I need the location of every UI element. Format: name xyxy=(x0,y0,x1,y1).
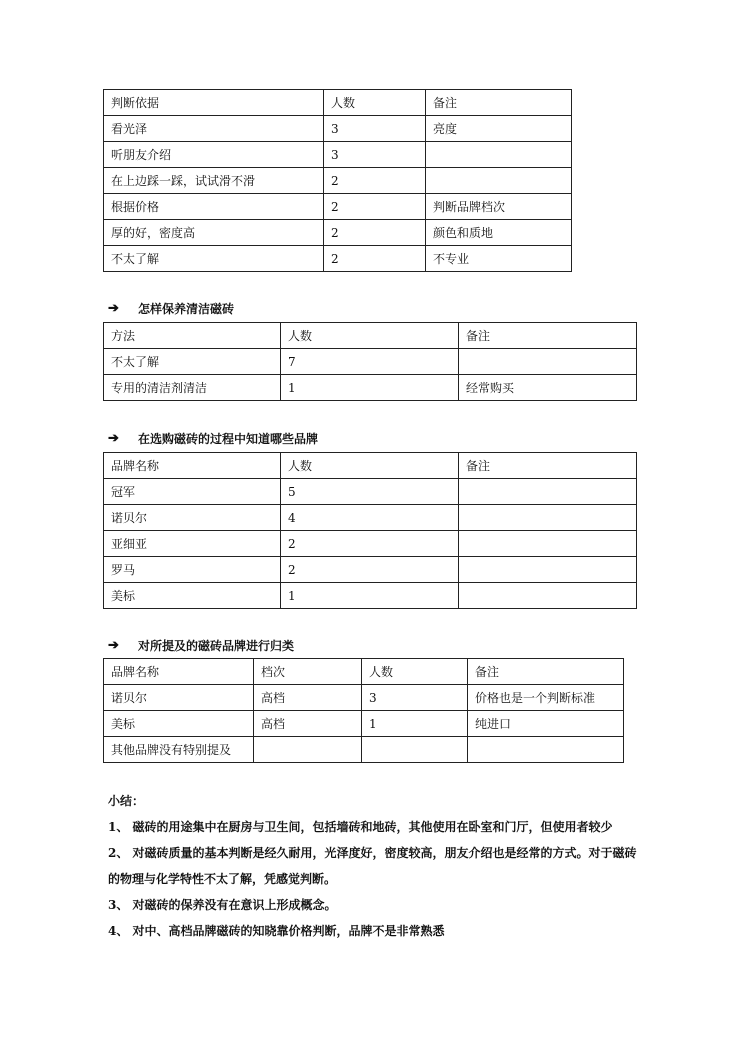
table-header-row xyxy=(104,659,624,685)
table-cell: 不太了解 xyxy=(104,246,324,272)
header-cell: 备注 xyxy=(468,659,624,685)
table-cell: 判断品牌档次 xyxy=(426,194,572,220)
header-cell: 档次 xyxy=(254,659,362,685)
header-cell: 备注 xyxy=(459,323,637,349)
table-row xyxy=(104,349,637,375)
table-cell: 不专业 xyxy=(426,246,572,272)
table-row xyxy=(104,194,572,220)
table-cell: 美标 xyxy=(104,583,281,609)
table-cell: 罗马 xyxy=(104,557,281,583)
table-cell xyxy=(468,737,624,763)
table-cell xyxy=(459,557,637,583)
brand-classification-table xyxy=(103,658,624,763)
table-cell: 经常购买 xyxy=(459,375,637,401)
table-row xyxy=(104,116,572,142)
table-header-row xyxy=(104,323,637,349)
header-cell: 备注 xyxy=(426,90,572,116)
table-cell: 1 xyxy=(362,711,468,737)
header-cell: 人数 xyxy=(281,453,459,479)
table-row xyxy=(104,142,572,168)
table-cell xyxy=(459,505,637,531)
table-cell: 在上边踩一踩，试试滑不滑 xyxy=(104,168,324,194)
table-cell: 亚细亚 xyxy=(104,531,281,557)
table-cell: 2 xyxy=(324,220,426,246)
table-cell: 亮度 xyxy=(426,116,572,142)
table-cell: 3 xyxy=(324,142,426,168)
table-cell: 不太了解 xyxy=(104,349,281,375)
brands-known-table xyxy=(103,452,637,609)
table-cell: 看光泽 xyxy=(104,116,324,142)
table-cell xyxy=(426,168,572,194)
table-cell: 诺贝尔 xyxy=(104,505,281,531)
table-cell xyxy=(362,737,468,763)
table-cell xyxy=(459,583,637,609)
table-row xyxy=(104,685,624,711)
table-cell: 4 xyxy=(281,505,459,531)
table-cell xyxy=(459,349,637,375)
table-cell xyxy=(459,479,637,505)
table-cell: 颜色和质地 xyxy=(426,220,572,246)
section-heading-cleaning xyxy=(108,300,234,317)
table-cell xyxy=(254,737,362,763)
arrow-right-icon: ➔ xyxy=(108,638,119,653)
table-row xyxy=(104,246,572,272)
table-cell: 1 xyxy=(281,583,459,609)
summary-item: 2、 对磁砖质量的基本判断是经久耐用，光泽度好，密度较高，朋友介绍也是经常的方式。对于磁砖的物理与化学特性不太了解，凭感觉判断。 xyxy=(108,846,637,886)
summary-item: 4、 对中、高档品牌磁砖的知晓靠价格判断，品牌不是非常熟悉 xyxy=(108,924,445,938)
table-row xyxy=(104,737,624,763)
table-cell: 5 xyxy=(281,479,459,505)
cleaning-method-table xyxy=(103,322,637,401)
table-cell: 1 xyxy=(281,375,459,401)
table-cell: 听朋友介绍 xyxy=(104,142,324,168)
table-cell xyxy=(459,531,637,557)
table-row xyxy=(104,479,637,505)
table-cell: 2 xyxy=(281,557,459,583)
table-cell: 2 xyxy=(324,194,426,220)
arrow-right-icon: ➔ xyxy=(108,431,119,446)
table-cell: 2 xyxy=(324,168,426,194)
table-row xyxy=(104,531,637,557)
table-cell: 2 xyxy=(281,531,459,557)
table-cell: 根据价格 xyxy=(104,194,324,220)
summary xyxy=(108,788,648,944)
table-cell: 专用的清洁剂清洁 xyxy=(104,375,281,401)
header-cell: 判断依据 xyxy=(104,90,324,116)
table-cell: 7 xyxy=(281,349,459,375)
header-cell: 备注 xyxy=(459,453,637,479)
table-cell: 高档 xyxy=(254,711,362,737)
section-title: 怎样保养清洁磁砖 xyxy=(138,302,235,316)
section-title: 对所提及的磁砖品牌进行归类 xyxy=(138,639,295,653)
table-cell xyxy=(426,142,572,168)
judgment-basis-table xyxy=(103,89,572,272)
header-cell: 方法 xyxy=(104,323,281,349)
arrow-right-icon: ➔ xyxy=(108,301,119,316)
table-cell: 3 xyxy=(324,116,426,142)
header-cell: 品牌名称 xyxy=(104,659,254,685)
table-row xyxy=(104,583,637,609)
section-title: 在选购磁砖的过程中知道哪些品牌 xyxy=(138,432,319,446)
table-row xyxy=(104,375,637,401)
header-cell: 人数 xyxy=(324,90,426,116)
table-cell: 3 xyxy=(362,685,468,711)
table-row xyxy=(104,711,624,737)
summary-item: 3、 对磁砖的保养没有在意识上形成概念。 xyxy=(108,898,337,912)
table-row xyxy=(104,557,637,583)
table-cell: 冠军 xyxy=(104,479,281,505)
table-cell: 纯进口 xyxy=(468,711,624,737)
section-heading-brands-known xyxy=(108,430,318,447)
table-row xyxy=(104,168,572,194)
table-cell: 价格也是一个判断标准 xyxy=(468,685,624,711)
table-cell: 高档 xyxy=(254,685,362,711)
table-header-row xyxy=(104,90,572,116)
table-cell: 厚的好，密度高 xyxy=(104,220,324,246)
summary-title: 小结： xyxy=(108,794,145,808)
table-header-row xyxy=(104,453,637,479)
table-cell: 诺贝尔 xyxy=(104,685,254,711)
header-cell: 品牌名称 xyxy=(104,453,281,479)
table-cell: 美标 xyxy=(104,711,254,737)
table-cell: 2 xyxy=(324,246,426,272)
summary-item: 1、 磁砖的用途集中在厨房与卫生间，包括墙砖和地砖，其他使用在卧室和门厅，但使用者较少 xyxy=(108,820,613,834)
table-row xyxy=(104,505,637,531)
header-cell: 人数 xyxy=(281,323,459,349)
table-cell: 其他品牌没有特别提及 xyxy=(104,737,254,763)
section-heading-brand-classification xyxy=(108,637,294,654)
header-cell: 人数 xyxy=(362,659,468,685)
table-row xyxy=(104,220,572,246)
